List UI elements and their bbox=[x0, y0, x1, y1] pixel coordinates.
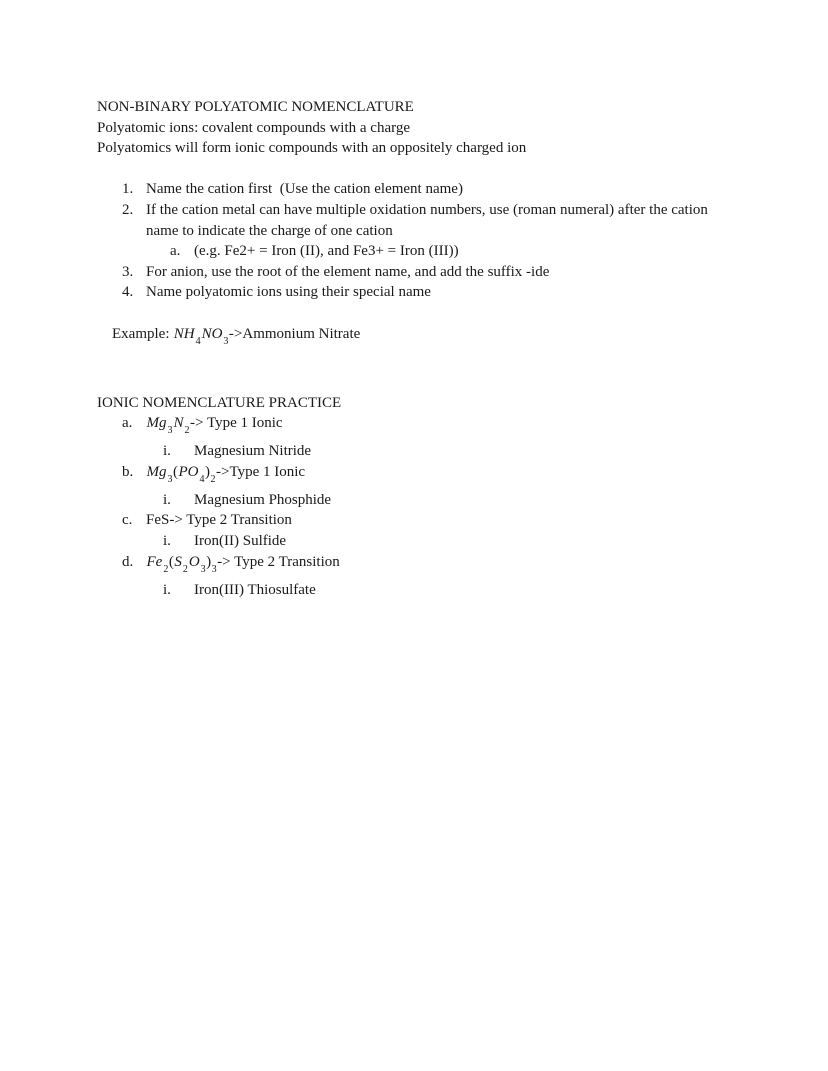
list-marker: i. bbox=[163, 581, 171, 598]
example-prefix: Example: bbox=[112, 325, 174, 342]
chemical-formula: $NH_4NO_3$ bbox=[173, 325, 229, 347]
rule-item bbox=[97, 200, 731, 241]
question-text: ->Type 1 Ionic bbox=[216, 463, 306, 480]
example-line bbox=[97, 303, 731, 367]
list-marker: i. bbox=[163, 491, 171, 508]
practice-question bbox=[146, 510, 731, 531]
rule-text: Name the cation first (Use the cation element name) bbox=[146, 181, 463, 198]
list-marker: 3. bbox=[122, 263, 134, 280]
blank-line bbox=[97, 372, 731, 393]
practice-item bbox=[97, 462, 731, 485]
chemical-formula: $Fe_2(S_2O_3)_3$ bbox=[146, 553, 217, 575]
list-marker: 2. bbox=[122, 201, 134, 218]
rule-text: Name polyatomic ions using their special name bbox=[146, 284, 431, 301]
list-marker: a. bbox=[170, 243, 181, 260]
intro-line: Polyatomic ions: covalent compounds with a charge bbox=[97, 119, 410, 136]
answer-text: Magnesium Phosphide bbox=[194, 491, 332, 508]
chemical-formula: $Mg_3N_2$ bbox=[146, 415, 190, 437]
answer-text: Iron(III) Thiosulfate bbox=[194, 581, 316, 598]
question-text: -> Type 1 Ionic bbox=[190, 415, 283, 432]
chemical-formula: $Mg_3(PO_4)_2$ bbox=[146, 463, 216, 485]
answer-text: Iron(II) Sulfide bbox=[194, 533, 287, 550]
practice-answer bbox=[97, 531, 731, 552]
practice-heading: IONIC NOMENCLATURE PRACTICE bbox=[97, 394, 342, 411]
rule-item bbox=[97, 282, 731, 303]
list-marker: a. bbox=[122, 415, 133, 432]
practice-item bbox=[97, 413, 731, 436]
list-marker: d. bbox=[122, 553, 134, 570]
intro-line: Polyatomics will form ionic compounds with an oppositely charged ion bbox=[97, 140, 527, 157]
practice-question bbox=[146, 462, 731, 485]
rule-subtext: (e.g. Fe2+ = Iron (II), and Fe3+ = Iron (III)) bbox=[194, 243, 459, 260]
practice-answer bbox=[97, 580, 731, 601]
list-marker: b. bbox=[122, 463, 134, 480]
question-text: FeS-> Type 2 Transition bbox=[146, 512, 292, 529]
practice-question bbox=[146, 413, 731, 436]
doc-title: NON-BINARY POLYATOMIC NOMENCLATURE bbox=[97, 99, 414, 115]
rule-item bbox=[97, 179, 731, 200]
example-result: ->Ammonium Nitrate bbox=[228, 325, 361, 342]
answer-text: Magnesium Nitride bbox=[194, 443, 312, 460]
practice-answer bbox=[97, 490, 731, 511]
rule-subitem bbox=[97, 241, 731, 262]
practice-answer bbox=[97, 441, 731, 462]
list-marker: i. bbox=[163, 533, 171, 550]
question-text: -> Type 2 Transition bbox=[217, 553, 340, 570]
rule-text: For anion, use the root of the element name, and add the suffix -ide bbox=[146, 263, 550, 280]
practice-question bbox=[146, 552, 731, 575]
practice-item bbox=[97, 552, 731, 575]
blank-line bbox=[97, 159, 731, 180]
list-marker: c. bbox=[122, 512, 133, 529]
rule-text: If the cation metal can have multiple oxidation numbers, use (roman numeral) after the cation name to indicate the charge of one cation bbox=[146, 201, 712, 239]
practice-item bbox=[97, 510, 731, 531]
list-marker: i. bbox=[163, 443, 171, 460]
list-marker: 1. bbox=[122, 181, 134, 198]
rule-item bbox=[97, 262, 731, 283]
list-marker: 4. bbox=[122, 284, 134, 301]
